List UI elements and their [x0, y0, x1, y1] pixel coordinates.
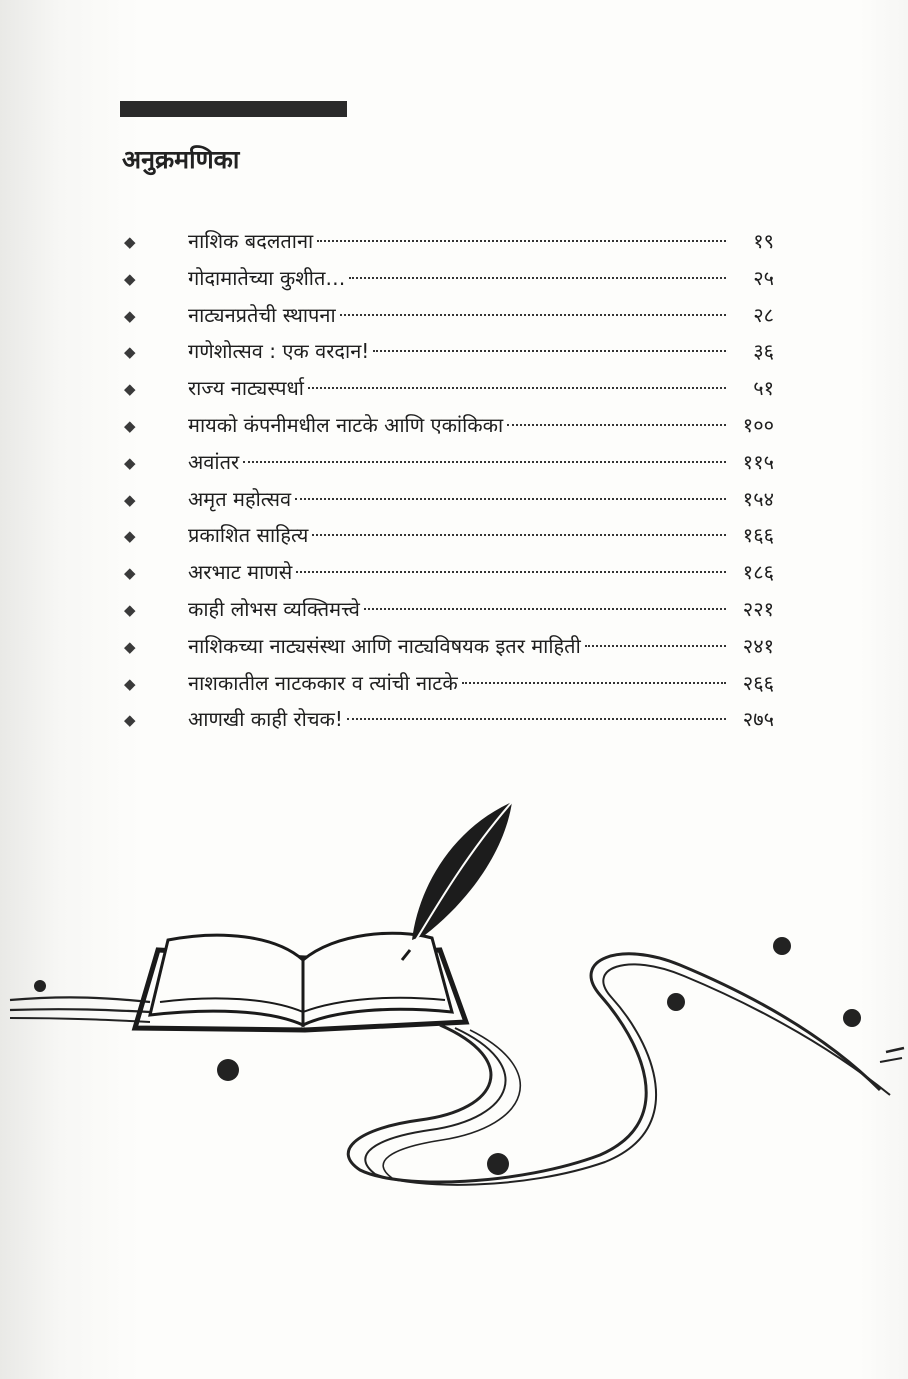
diamond-bullet-icon: ◆ [124, 527, 136, 546]
diamond-bullet-icon: ◆ [124, 306, 136, 325]
header-bar [120, 101, 347, 117]
dot-leader [317, 240, 726, 242]
toc-entry [124, 628, 774, 665]
toc-entry-title: गणेशोत्सव : एक वरदान! [188, 339, 370, 364]
toc-entry-title: गोदामातेच्या कुशीत… [188, 265, 346, 290]
dot-leader [308, 387, 726, 389]
toc-entry [124, 370, 774, 407]
toc-entry-page: ३६ [753, 339, 774, 364]
toc-entry-title: मायको कंपनीमधील नाटके आणि एकांकिका [188, 412, 504, 437]
toc-entry-title: आणखी काही रोचक! [188, 707, 343, 732]
dot-leader [585, 645, 726, 647]
toc-entry [124, 444, 774, 481]
toc-entry-page: २५ [753, 265, 774, 290]
open-book-quill-icon [0, 790, 908, 1210]
toc-entry-page: १०० [742, 412, 774, 437]
dot-leader [364, 608, 726, 610]
toc-entry-page: १८६ [742, 560, 774, 585]
diamond-bullet-icon: ◆ [124, 343, 136, 362]
toc-entry-title: अवांतर [188, 449, 240, 474]
toc-entry [124, 665, 774, 702]
dot-leader [295, 498, 726, 500]
toc-entry-page: २६६ [742, 670, 774, 695]
toc-entry-title: प्रकाशित साहित्य [188, 523, 309, 548]
toc-entry [124, 554, 774, 591]
toc-entry-page: १६६ [742, 523, 774, 548]
diamond-bullet-icon: ◆ [124, 233, 136, 251]
dot-leader [507, 424, 726, 426]
toc-entry-page: १९ [753, 229, 774, 253]
diamond-bullet-icon: ◆ [124, 490, 136, 509]
dot-leader [349, 277, 726, 279]
diamond-bullet-icon: ◆ [124, 600, 136, 619]
diamond-bullet-icon: ◆ [124, 711, 136, 730]
toc-entry [124, 517, 774, 554]
diamond-bullet-icon: ◆ [124, 564, 136, 583]
toc-entry [124, 223, 774, 260]
toc-entry [124, 297, 774, 334]
toc-entry-title: अरभाट माणसे [188, 560, 293, 585]
dot-leader [296, 571, 726, 573]
diamond-bullet-icon: ◆ [124, 674, 136, 693]
toc-entry-page: २८ [753, 302, 774, 327]
dot-leader [462, 682, 726, 684]
toc-entry-page: २४१ [742, 633, 774, 658]
toc-entry-page: २७५ [742, 707, 774, 732]
toc-entry-title: अमृत महोत्सव [188, 486, 292, 511]
diamond-bullet-icon: ◆ [124, 416, 136, 435]
toc-entry [124, 591, 774, 628]
toc-entry [124, 481, 774, 518]
page-title: अनुक्रमणिका [122, 145, 240, 174]
toc-entry-title: राज्य नाट्यस्पर्धा [188, 376, 304, 401]
table-of-contents [124, 223, 774, 738]
toc-entry-title: नाशिक बदलताना [188, 229, 314, 253]
toc-entry-page: ११५ [742, 449, 774, 474]
toc-entry-title: काही लोभस व्यक्तिमत्त्वे [188, 596, 360, 621]
dot-leader [373, 350, 726, 352]
toc-entry-page: १५४ [742, 486, 774, 511]
toc-entry-title: नाट्यनप्रतेची स्थापना [188, 302, 336, 327]
dot-leader [347, 718, 726, 720]
diamond-bullet-icon: ◆ [124, 269, 136, 288]
dot-leader [312, 534, 726, 536]
toc-entry-title: नाशकातील नाटककार व त्यांची नाटके [188, 670, 458, 695]
toc-entry-page: २२१ [742, 596, 774, 621]
toc-entry [124, 407, 774, 444]
toc-entry-title: नाशिकच्या नाट्यसंस्था आणि नाट्यविषयक इतर माहिती [188, 633, 581, 658]
toc-entry [124, 260, 774, 297]
toc-entry [124, 333, 774, 370]
diamond-bullet-icon: ◆ [124, 453, 136, 472]
dot-leader [340, 314, 726, 316]
diamond-bullet-icon: ◆ [124, 637, 136, 656]
toc-entry-page: ५१ [753, 376, 774, 401]
toc-entry [124, 701, 774, 738]
dot-leader [243, 461, 726, 463]
diamond-bullet-icon: ◆ [124, 380, 136, 399]
